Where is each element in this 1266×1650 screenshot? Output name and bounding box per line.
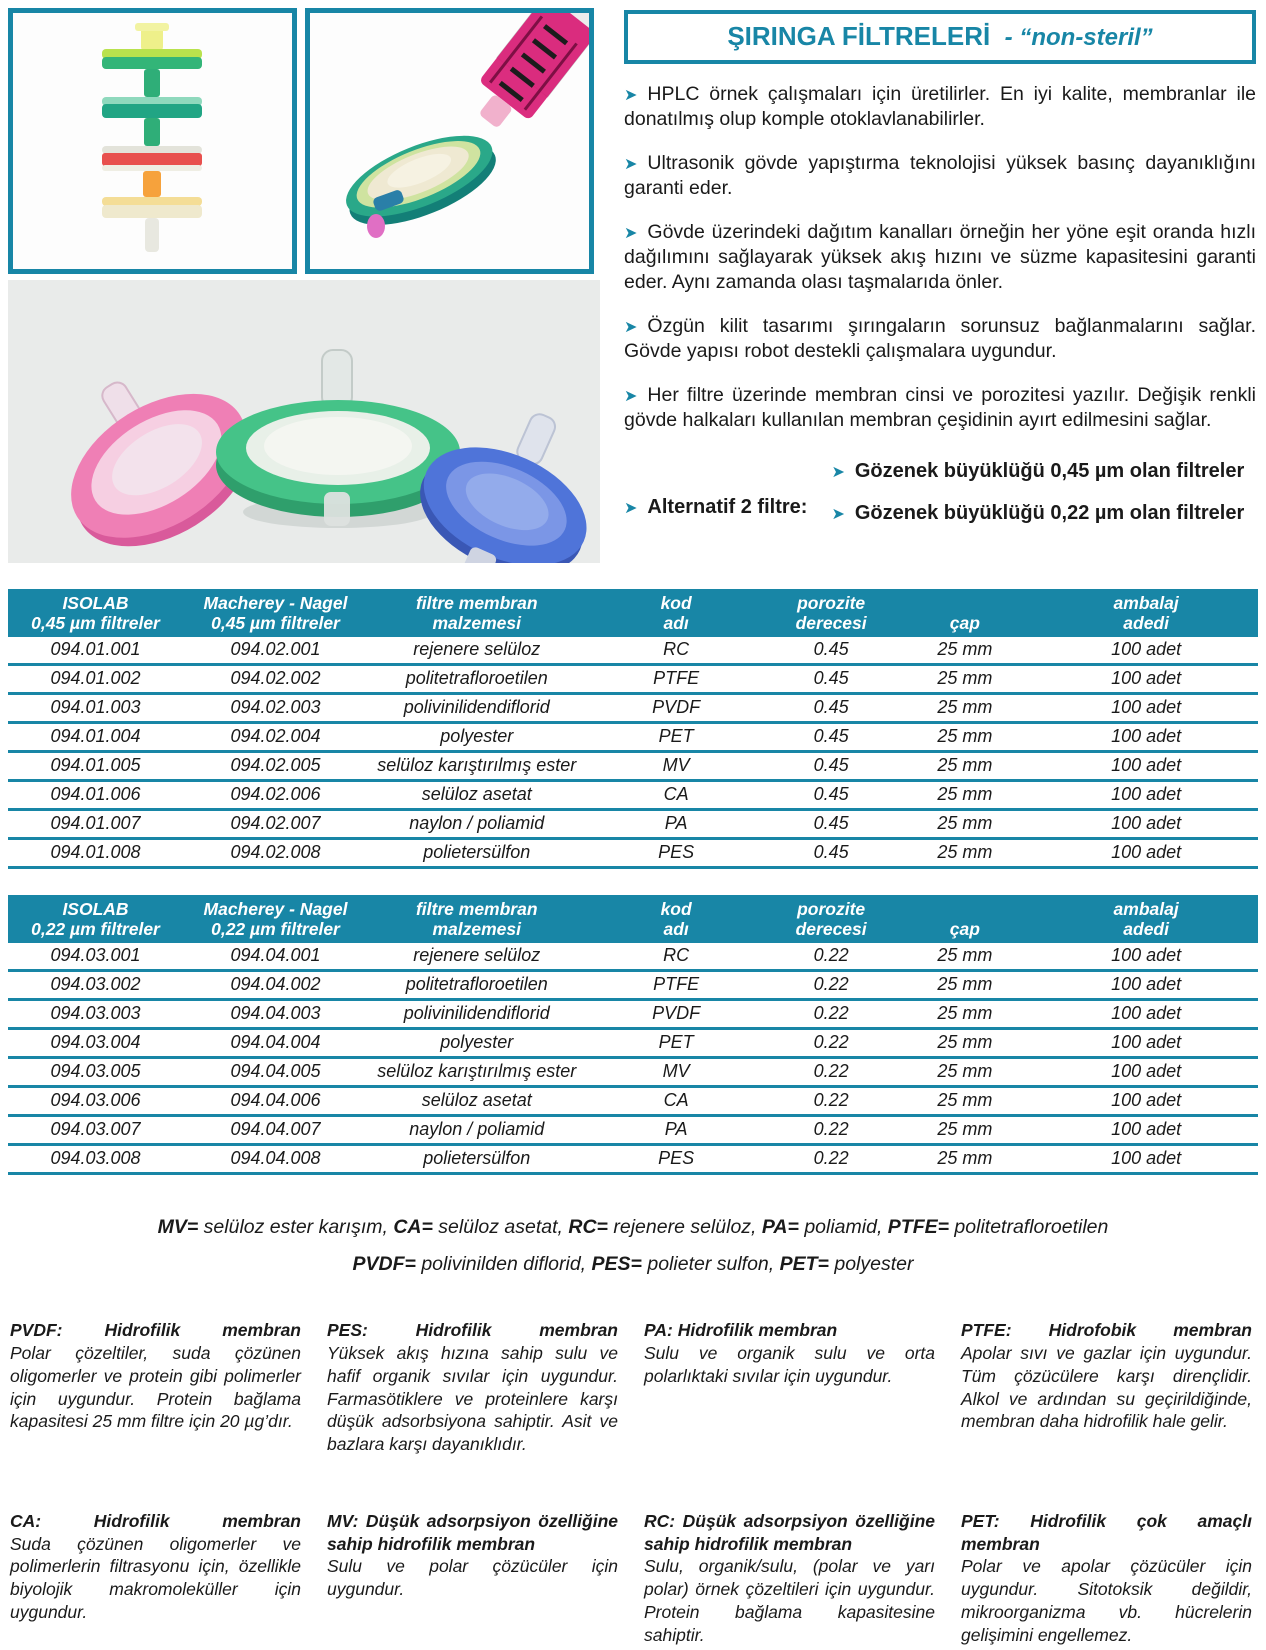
product-photo-stacked-filters [8, 8, 297, 274]
legend-term: selüloz ester karışım, [198, 1216, 394, 1239]
legend-abbr: MV= [157, 1216, 199, 1239]
product-photo-syringe-with-filter [305, 8, 594, 274]
diameter-value: 25 mm [896, 1087, 1035, 1116]
legend-term: politetrafloroetilen [949, 1216, 1109, 1239]
filter-table-022-wrap [8, 895, 1258, 1175]
alternative-options [807, 458, 1256, 542]
legend-abbr: PA= [761, 1216, 799, 1239]
macherey-nagel-code: 094.04.008 [183, 1145, 368, 1174]
membrane-material: selüloz asetat [368, 781, 586, 810]
description-pvdf [10, 1319, 301, 1456]
description-title: CA: Hidrofilik membran [10, 1510, 301, 1531]
description-title: PTFE: Hidrofobik membran [961, 1320, 1252, 1341]
diameter-value: 25 mm [896, 971, 1035, 1000]
table-header-row [8, 589, 1258, 637]
package-quantity: 100 adet [1034, 1000, 1258, 1029]
diameter-value: 25 mm [896, 665, 1035, 694]
membrane-material: polivinilidendiflorid [368, 1000, 586, 1029]
table-row [8, 1087, 1258, 1116]
description-ptfe [961, 1319, 1252, 1456]
code-name: PTFE [586, 971, 767, 1000]
legend-abbr: CA= [393, 1216, 433, 1239]
porosity-value: 0.45 [767, 752, 896, 781]
column-header-isolab: ISOLAB 0,45 µm filtreler [31, 593, 160, 633]
code-name: PET [586, 723, 767, 752]
arrow-bullet-icon: ➤ [831, 462, 845, 482]
isolab-code: 094.03.002 [8, 971, 183, 1000]
isolab-code: 094.03.008 [8, 1145, 183, 1174]
description-title: PA: Hidrofilik membran [644, 1320, 838, 1341]
macherey-nagel-code: 094.02.004 [183, 723, 368, 752]
macherey-nagel-code: 094.02.007 [183, 810, 368, 839]
code-name: PVDF [586, 694, 767, 723]
legend-abbr: PTFE= [887, 1216, 950, 1239]
description-title: MV: Düşük adsorpsiyon özelliğine sahip hidrofilik membran [327, 1510, 618, 1554]
alternative-label-text: Alternatif 2 filtre: [647, 495, 808, 518]
membrane-descriptions [10, 1319, 1252, 1646]
feature-bullet [624, 82, 1256, 132]
table-row [8, 665, 1258, 694]
macherey-nagel-code: 094.02.003 [183, 694, 368, 723]
membrane-material: naylon / poliamid [368, 1116, 586, 1145]
diameter-value: 25 mm [896, 1029, 1035, 1058]
membrane-material: polyester [368, 1029, 586, 1058]
diameter-value: 25 mm [896, 723, 1035, 752]
porosity-value: 0.45 [767, 839, 896, 868]
column-header-membrane: filtre membran malzemesi [415, 899, 538, 939]
column-header-macherey-nagel: Macherey - Nagel 0,45 µm filtreler [203, 593, 348, 633]
package-quantity: 100 adet [1034, 1145, 1258, 1174]
isolab-code: 094.03.006 [8, 1087, 183, 1116]
table-row [8, 637, 1258, 665]
code-name: MV [586, 1058, 767, 1087]
diameter-value: 25 mm [896, 781, 1035, 810]
filter-table-045 [8, 589, 1258, 869]
feature-text: Özgün kilit tasarımı şırıngaların sorunsuz bağlanmalarını sağlar. Gövde yapısı robot destekli çalışmalara uygundur. [624, 314, 1256, 362]
code-name: CA [586, 1087, 767, 1116]
arrow-bullet-icon: ➤ [624, 153, 638, 173]
table-row [8, 943, 1258, 971]
description-body: Polar ve apolar çözücüler için uygundur. Sitotoksik değildir, mikroorganizma vb. hücrelerin gelişimini engellemez. [961, 1556, 1252, 1645]
membrane-material: polivinilidendiflorid [368, 694, 586, 723]
legend-abbr: PVDF= [352, 1253, 416, 1276]
description-title: PES: Hidrofilik membran [327, 1320, 618, 1341]
legend-term: selüloz asetat, [432, 1216, 569, 1239]
package-quantity: 100 adet [1034, 943, 1258, 971]
porosity-value: 0.22 [767, 1058, 896, 1087]
feature-bullet [624, 314, 1256, 364]
isolab-code: 094.01.007 [8, 810, 183, 839]
diameter-value: 25 mm [896, 1145, 1035, 1174]
alternative-label [624, 482, 807, 519]
macherey-nagel-code: 094.02.002 [183, 665, 368, 694]
macherey-nagel-code: 094.04.003 [183, 1000, 368, 1029]
column-header-porosity: porozite derecesi [795, 593, 867, 633]
feature-text: Ultrasonik gövde yapıştırma teknolojisi yüksek basınç dayanıklığını garanti eder. [624, 151, 1256, 199]
legend-abbr: PET= [779, 1253, 829, 1276]
column-header-isolab: ISOLAB 0,22 µm filtreler [31, 899, 160, 939]
description-body: Apolar sıvı ve gazlar için uygundur. Tüm çözücülere karşı dirençlidir. Alkol ve ardından su geçirildiğinde, membran daha hidrofilik hale gelir. [961, 1343, 1252, 1432]
membrane-material: polyester [368, 723, 586, 752]
legend-term: polyester [828, 1253, 914, 1276]
macherey-nagel-code: 094.04.007 [183, 1116, 368, 1145]
table-row [8, 1058, 1258, 1087]
package-quantity: 100 adet [1034, 723, 1258, 752]
macherey-nagel-code: 094.02.005 [183, 752, 368, 781]
table-row [8, 1029, 1258, 1058]
membrane-material: rejenere selüloz [368, 943, 586, 971]
table-row [8, 1145, 1258, 1174]
code-name: PA [586, 1116, 767, 1145]
table-row [8, 971, 1258, 1000]
porosity-value: 0.45 [767, 694, 896, 723]
description-pet [961, 1510, 1252, 1647]
isolab-code: 094.03.004 [8, 1029, 183, 1058]
diameter-value: 25 mm [896, 810, 1035, 839]
macherey-nagel-code: 094.04.002 [183, 971, 368, 1000]
alternative-option-text: Gözenek büyüklüğü 0,45 µm olan filtreler [854, 460, 1245, 483]
column-header-package: ambalaj adedi [1113, 899, 1179, 939]
diameter-value: 25 mm [896, 752, 1035, 781]
arrow-bullet-icon: ➤ [624, 316, 638, 336]
feature-text: HPLC örnek çalışmaları için üretilirler. En iyi kalite, membranlar ile donatılmış olup komple otoklavlanabilirler. [624, 83, 1256, 130]
description-body: Sulu, organik/sulu, (polar ve yarı polar) örnek çözeltileri için uygundur. Protein bağlama kapasitesine sahiptir. [644, 1556, 935, 1645]
isolab-code: 094.03.005 [8, 1058, 183, 1087]
top-section [8, 8, 1258, 563]
product-photos [8, 8, 606, 563]
porosity-value: 0.45 [767, 723, 896, 752]
legend-term: poliamid, [798, 1216, 888, 1239]
package-quantity: 100 adet [1034, 637, 1258, 665]
membrane-material: politetrafloroetilen [368, 665, 586, 694]
code-name: PVDF [586, 1000, 767, 1029]
macherey-nagel-code: 094.04.006 [183, 1087, 368, 1116]
legend-term: polivinilden diflorid, [415, 1253, 592, 1276]
code-name: PES [586, 839, 767, 868]
diameter-value: 25 mm [896, 694, 1035, 723]
macherey-nagel-code: 094.02.008 [183, 839, 368, 868]
description-title: RC: Düşük adsorpsiyon özelliğine sahip hidrofilik membran [644, 1510, 935, 1554]
column-header-package: ambalaj adedi [1113, 593, 1179, 633]
isolab-code: 094.01.004 [8, 723, 183, 752]
package-quantity: 100 adet [1034, 665, 1258, 694]
alternative-option [831, 458, 1256, 484]
table-row [8, 810, 1258, 839]
porosity-value: 0.22 [767, 1029, 896, 1058]
description-pes [327, 1319, 618, 1456]
package-quantity: 100 adet [1034, 781, 1258, 810]
membrane-material: polietersülfon [368, 839, 586, 868]
legend-line-2 [8, 1246, 1258, 1283]
isolab-code: 094.01.005 [8, 752, 183, 781]
porosity-value: 0.22 [767, 1000, 896, 1029]
package-quantity: 100 adet [1034, 1058, 1258, 1087]
page-title-box [624, 10, 1256, 64]
description-title: PVDF: Hidrofilik membran [10, 1320, 301, 1341]
porosity-value: 0.22 [767, 1116, 896, 1145]
diameter-value: 25 mm [896, 943, 1035, 971]
product-photo-three-filters [8, 280, 600, 563]
alternative-option-text: Gözenek büyüklüğü 0,22 µm olan filtreler [854, 502, 1245, 525]
macherey-nagel-code: 094.04.001 [183, 943, 368, 971]
table-row [8, 781, 1258, 810]
macherey-nagel-code: 094.02.001 [183, 637, 368, 665]
isolab-code: 094.03.001 [8, 943, 183, 971]
intro-panel [616, 8, 1258, 563]
syringe-filter-illustration [310, 13, 589, 269]
column-header-diameter: çap [949, 612, 980, 633]
package-quantity: 100 adet [1034, 810, 1258, 839]
filter-table-045-wrap [8, 589, 1258, 869]
table-header-row [8, 895, 1258, 943]
code-name: MV [586, 752, 767, 781]
page-title: ŞIRINGA FİLTRELERİ [727, 21, 991, 51]
macherey-nagel-code: 094.04.005 [183, 1058, 368, 1087]
table-row [8, 839, 1258, 868]
membrane-material: polietersülfon [368, 1145, 586, 1174]
macherey-nagel-code: 094.02.006 [183, 781, 368, 810]
package-quantity: 100 adet [1034, 1116, 1258, 1145]
code-name: CA [586, 781, 767, 810]
feature-bullet [624, 220, 1256, 295]
diameter-value: 25 mm [896, 1000, 1035, 1029]
feature-text: Gövde üzerindeki dağıtım kanalları örneğin her yöne eşit oranda hızlı dağılımını sağlayarak yüksek akış hızını ve süzme kapasitesini garanti eder. Aynı zamanda olası taşmalarıda önler. [624, 220, 1256, 293]
table-body [8, 943, 1258, 1174]
diameter-value: 25 mm [896, 1116, 1035, 1145]
membrane-material: selüloz asetat [368, 1087, 586, 1116]
porosity-value: 0.45 [767, 810, 896, 839]
arrow-bullet-icon: ➤ [624, 385, 638, 405]
column-header-porosity: porozite derecesi [795, 899, 867, 939]
alternative-filters-block [624, 458, 1256, 542]
column-header-diameter: çap [949, 918, 980, 939]
isolab-code: 094.01.003 [8, 694, 183, 723]
feature-text: Her filtre üzerinde membran cinsi ve porozitesi yazılır. Değişik renkli gövde halkaları kullanılan membran çeşidinin ayırt edilmesini sağlar. [624, 383, 1256, 431]
filter-table-022 [8, 895, 1258, 1175]
arrow-bullet-icon: ➤ [624, 85, 638, 104]
package-quantity: 100 adet [1034, 971, 1258, 1000]
stacked-filters-illustration [13, 13, 292, 269]
column-header-macherey-nagel: Macherey - Nagel 0,22 µm filtreler [203, 899, 348, 939]
table-row [8, 723, 1258, 752]
code-name: RC [586, 637, 767, 665]
membrane-material: politetrafloroetilen [368, 971, 586, 1000]
arrow-bullet-icon: ➤ [624, 222, 638, 242]
code-name: PA [586, 810, 767, 839]
alternative-option [831, 500, 1256, 526]
porosity-value: 0.22 [767, 943, 896, 971]
porosity-value: 0.22 [767, 1145, 896, 1174]
description-ca [10, 1510, 301, 1647]
code-name: PES [586, 1145, 767, 1174]
legend-abbr: PES= [591, 1253, 642, 1276]
isolab-code: 094.03.007 [8, 1116, 183, 1145]
package-quantity: 100 adet [1034, 752, 1258, 781]
membrane-material: selüloz karıştırılmış ester [368, 752, 586, 781]
column-header-code: kod adı [660, 593, 692, 633]
description-body: Polar çözeltiler, suda çözünen oligomerler ve protein gibi polimerler için uygundur. Protein bağlama kapasitesi 25 mm filtre için 20 µg’dır. [10, 1343, 301, 1432]
description-body: Sulu ve organik sulu ve orta polarlıktaki sıvılar için uygundur. [644, 1343, 935, 1386]
diameter-value: 25 mm [896, 839, 1035, 868]
three-filters-illustration [8, 280, 600, 563]
table-row [8, 1116, 1258, 1145]
isolab-code: 094.01.001 [8, 637, 183, 665]
description-body: Sulu ve polar çözücüler için uygundur. [327, 1556, 618, 1600]
porosity-value: 0.22 [767, 971, 896, 1000]
isolab-code: 094.01.008 [8, 839, 183, 868]
code-name: PTFE [586, 665, 767, 694]
arrow-bullet-icon: ➤ [624, 497, 638, 517]
column-header-membrane: filtre membran malzemesi [415, 593, 538, 633]
package-quantity: 100 adet [1034, 1029, 1258, 1058]
arrow-bullet-icon: ➤ [831, 504, 845, 524]
package-quantity: 100 adet [1034, 839, 1258, 868]
description-body: Suda çözünen oligomerler ve polimerlerin filtrasyonu için, özellikle biyolojik makromoleküller için uygundur. [10, 1533, 301, 1622]
macherey-nagel-code: 094.04.004 [183, 1029, 368, 1058]
package-quantity: 100 adet [1034, 694, 1258, 723]
description-title: PET: Hidrofilik çok amaçlı membran [961, 1510, 1252, 1554]
description-mv [327, 1510, 618, 1647]
legend-abbr: RC= [568, 1216, 608, 1239]
feature-bullet [624, 383, 1256, 433]
description-pa [644, 1319, 935, 1456]
package-quantity: 100 adet [1034, 1087, 1258, 1116]
feature-bullet [624, 151, 1256, 201]
isolab-code: 094.01.002 [8, 665, 183, 694]
porosity-value: 0.22 [767, 1087, 896, 1116]
isolab-code: 094.03.003 [8, 1000, 183, 1029]
membrane-material: selüloz karıştırılmış ester [368, 1058, 586, 1087]
diameter-value: 25 mm [896, 637, 1035, 665]
description-body: Yüksek akış hızına sahip sulu ve hafif organik sıvılar için uygundur. Farmasötiklere ve proteinlere karşı düşük adsorbsiyona sahiptir. Asit ve bazlara karşı dayanıklıdır. [327, 1343, 618, 1455]
table-row [8, 694, 1258, 723]
membrane-material: rejenere selüloz [368, 637, 586, 665]
table-body [8, 637, 1258, 868]
diameter-value: 25 mm [896, 1058, 1035, 1087]
code-name: PET [586, 1029, 767, 1058]
porosity-value: 0.45 [767, 665, 896, 694]
table-row [8, 1000, 1258, 1029]
column-header-code: kod adı [660, 899, 692, 939]
code-name: RC [586, 943, 767, 971]
description-rc [644, 1510, 935, 1647]
page-title-suffix: - “non-steril” [1004, 24, 1153, 51]
porosity-value: 0.45 [767, 637, 896, 665]
legend-line-1 [8, 1209, 1258, 1246]
membrane-material: naylon / poliamid [368, 810, 586, 839]
isolab-code: 094.01.006 [8, 781, 183, 810]
table-row [8, 752, 1258, 781]
abbreviation-legend [8, 1209, 1258, 1283]
legend-term: polieter sulfon, [641, 1253, 780, 1276]
legend-term: rejenere selüloz, [607, 1216, 762, 1239]
porosity-value: 0.45 [767, 781, 896, 810]
